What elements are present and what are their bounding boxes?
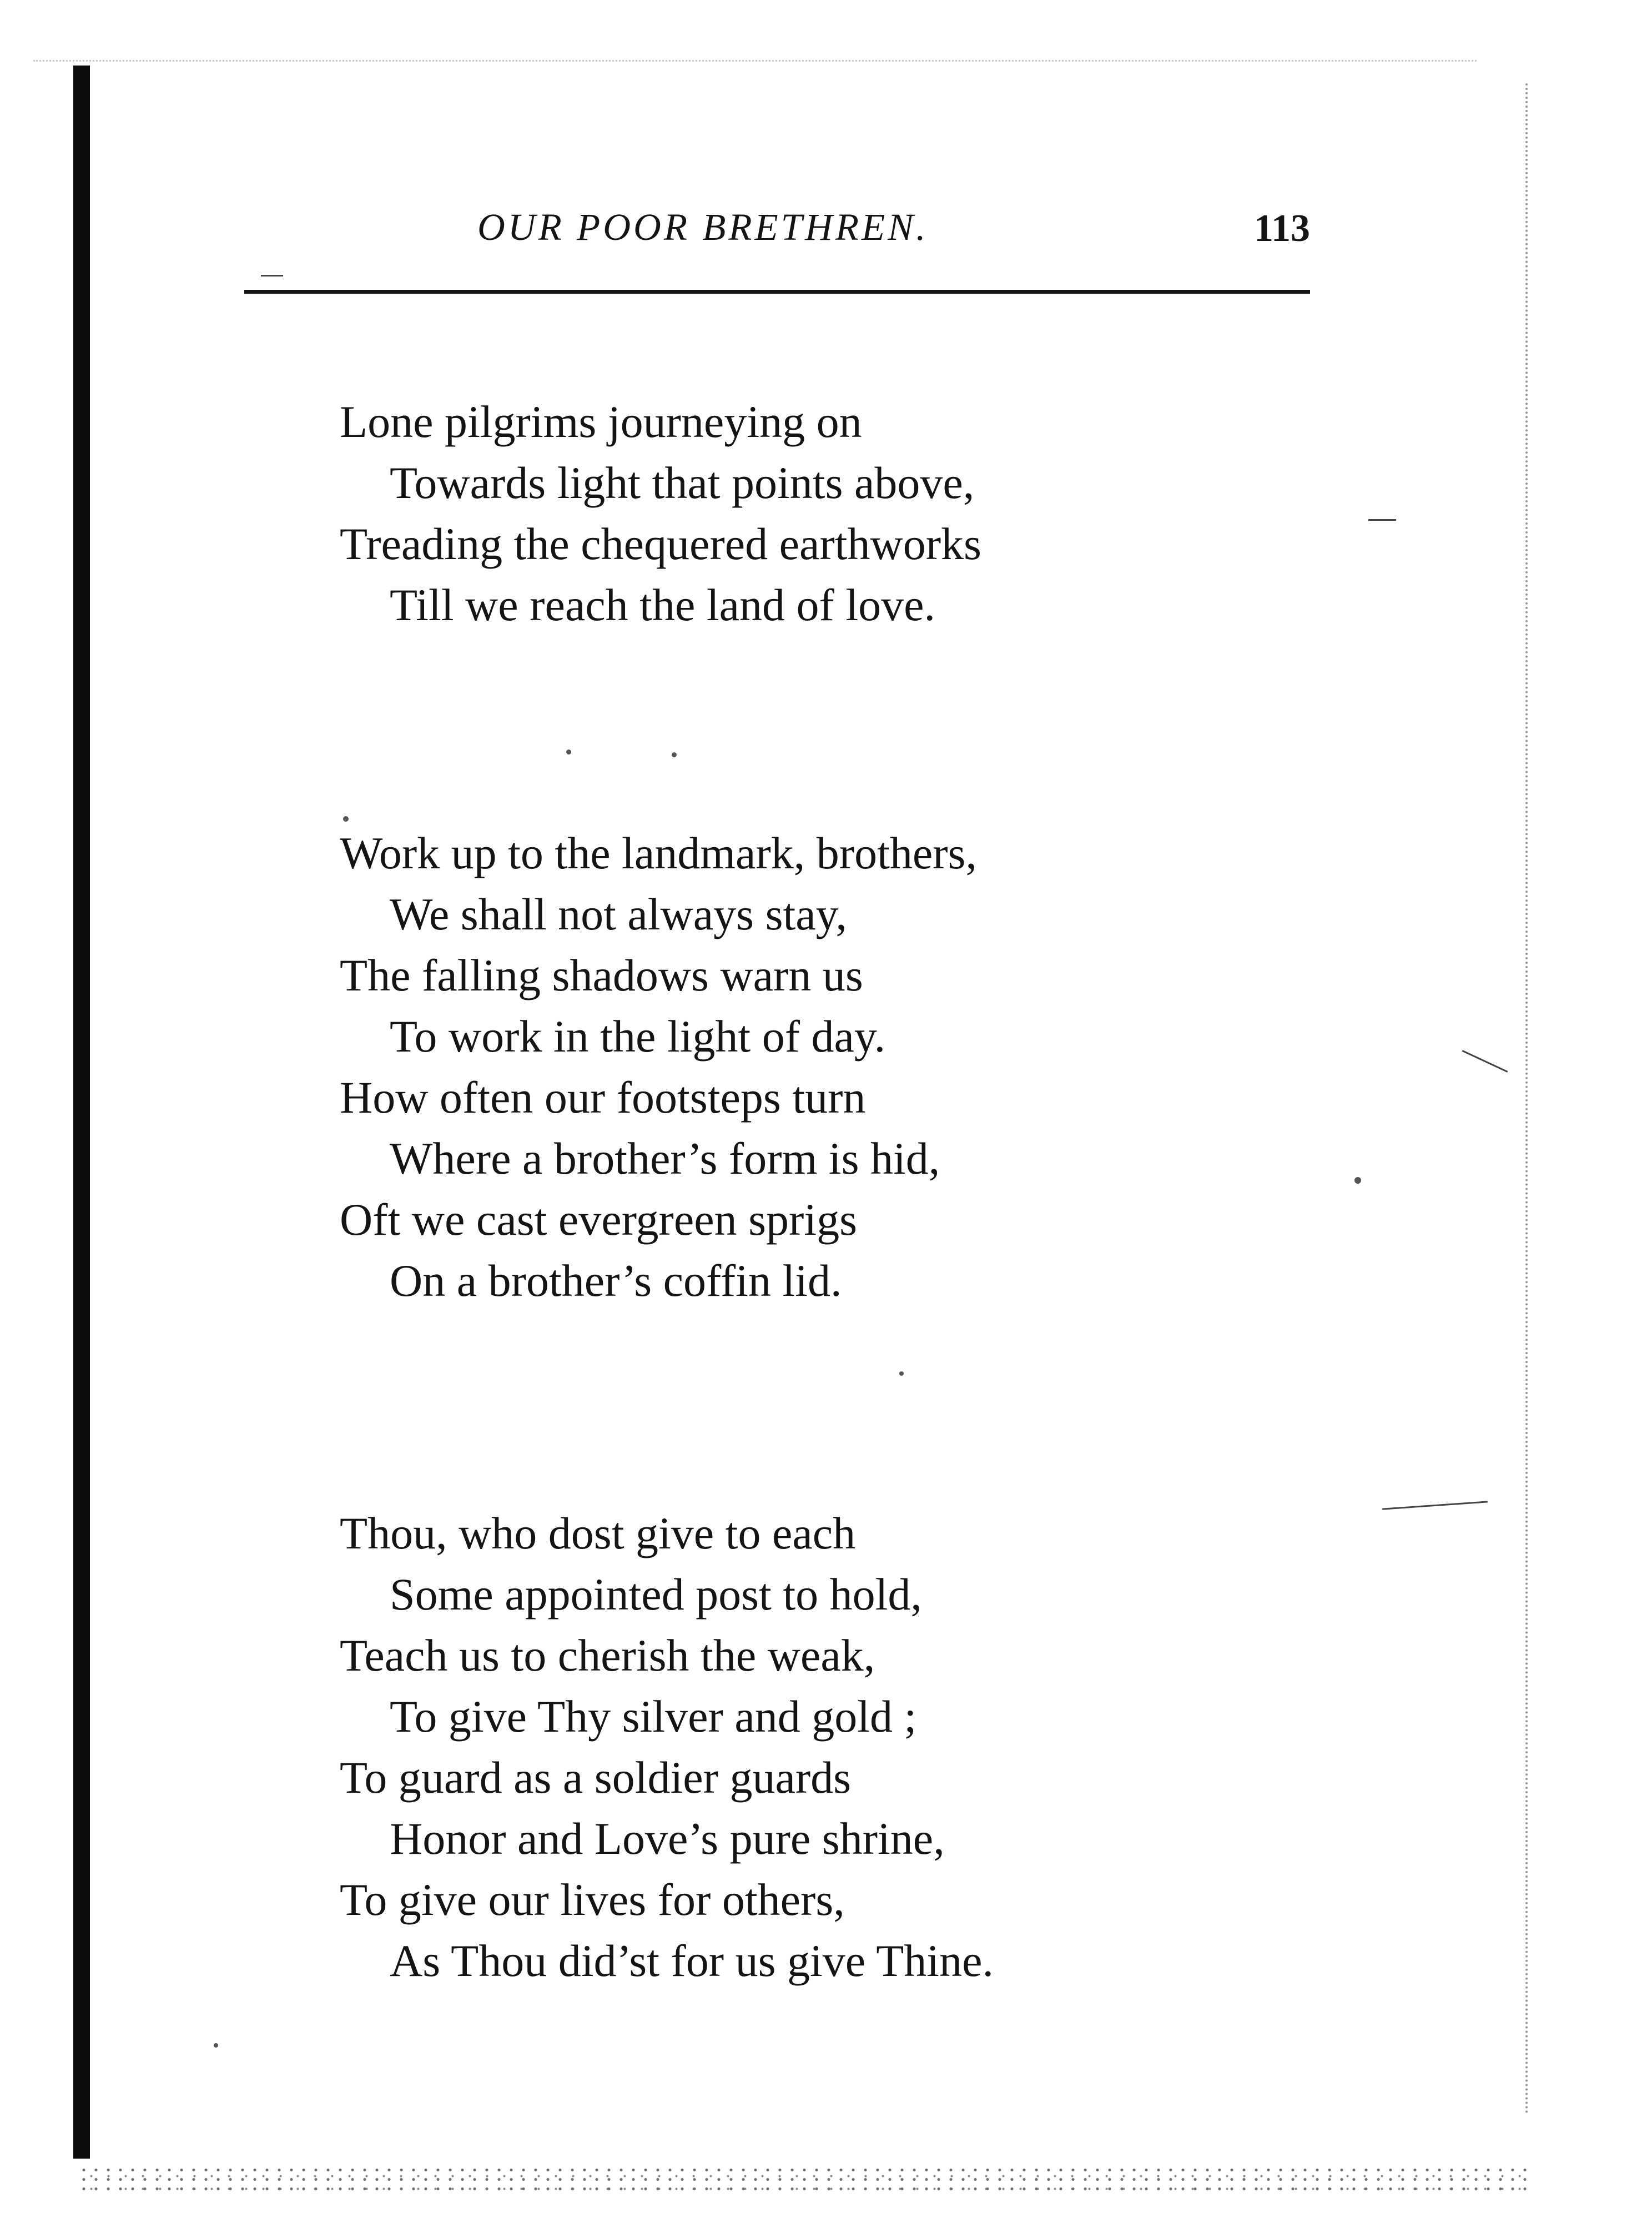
scan-speck (343, 816, 349, 822)
verse-line: To guard as a soldier guards (340, 1752, 852, 1803)
stanza-2 (340, 823, 1339, 1311)
verse-line: Work up to the landmark, brothers, (340, 828, 977, 878)
verse-line: To give Thy silver and gold ; (390, 1691, 917, 1742)
running-title: OUR POOR BRETHREN. (477, 206, 929, 248)
page-right-edge (1525, 83, 1528, 2115)
verse-line: Teach us to cherish the weak, (340, 1630, 875, 1681)
verse-line: Honor and Love’s pure shrine, (390, 1813, 945, 1864)
page-bottom-edge (78, 2165, 1532, 2193)
page-top-edge (33, 60, 1477, 62)
scan-speck (672, 752, 677, 757)
scan-mark (1368, 519, 1396, 521)
verse-line: To work in the light of day. (390, 1011, 886, 1062)
verse-line: On a brother’s coffin lid. (390, 1255, 842, 1306)
verse-line: Lone pilgrims journeying on (340, 396, 862, 447)
scan-mark (261, 275, 283, 276)
verse-line: The falling shadows warn us (340, 950, 863, 1000)
verse-line: Thou, who dost give to each (340, 1508, 856, 1558)
verse-line: Till we reach the land of love. (390, 580, 935, 630)
verse-line: Towards light that points above, (390, 457, 975, 508)
scan-speck (899, 1371, 904, 1376)
verse-line: To give our lives for others, (340, 1874, 845, 1925)
scan-speck (566, 750, 571, 755)
stanza-1 (340, 391, 1339, 636)
verse-line: Treading the chequered earthworks (340, 519, 981, 569)
running-head (244, 200, 1310, 261)
scan-mark (1382, 1501, 1488, 1510)
scan-speck (1354, 1177, 1361, 1184)
header-rule (244, 290, 1310, 294)
page-number: 113 (1253, 207, 1310, 250)
verse-line: Where a brother’s form is hid, (390, 1133, 940, 1184)
verse-line: Some appointed post to hold, (390, 1569, 922, 1620)
scan-speck (214, 2043, 218, 2048)
stanza-3 (340, 1503, 1339, 1991)
verse-line: We shall not always stay, (390, 889, 847, 939)
verse-line: Oft we cast evergreen sprigs (340, 1194, 858, 1245)
scan-mark (1462, 1050, 1508, 1073)
verse-line: As Thou did’st for us give Thine. (390, 1935, 994, 1986)
binding-edge (73, 66, 90, 2159)
verse-line: How often our footsteps turn (340, 1072, 866, 1123)
